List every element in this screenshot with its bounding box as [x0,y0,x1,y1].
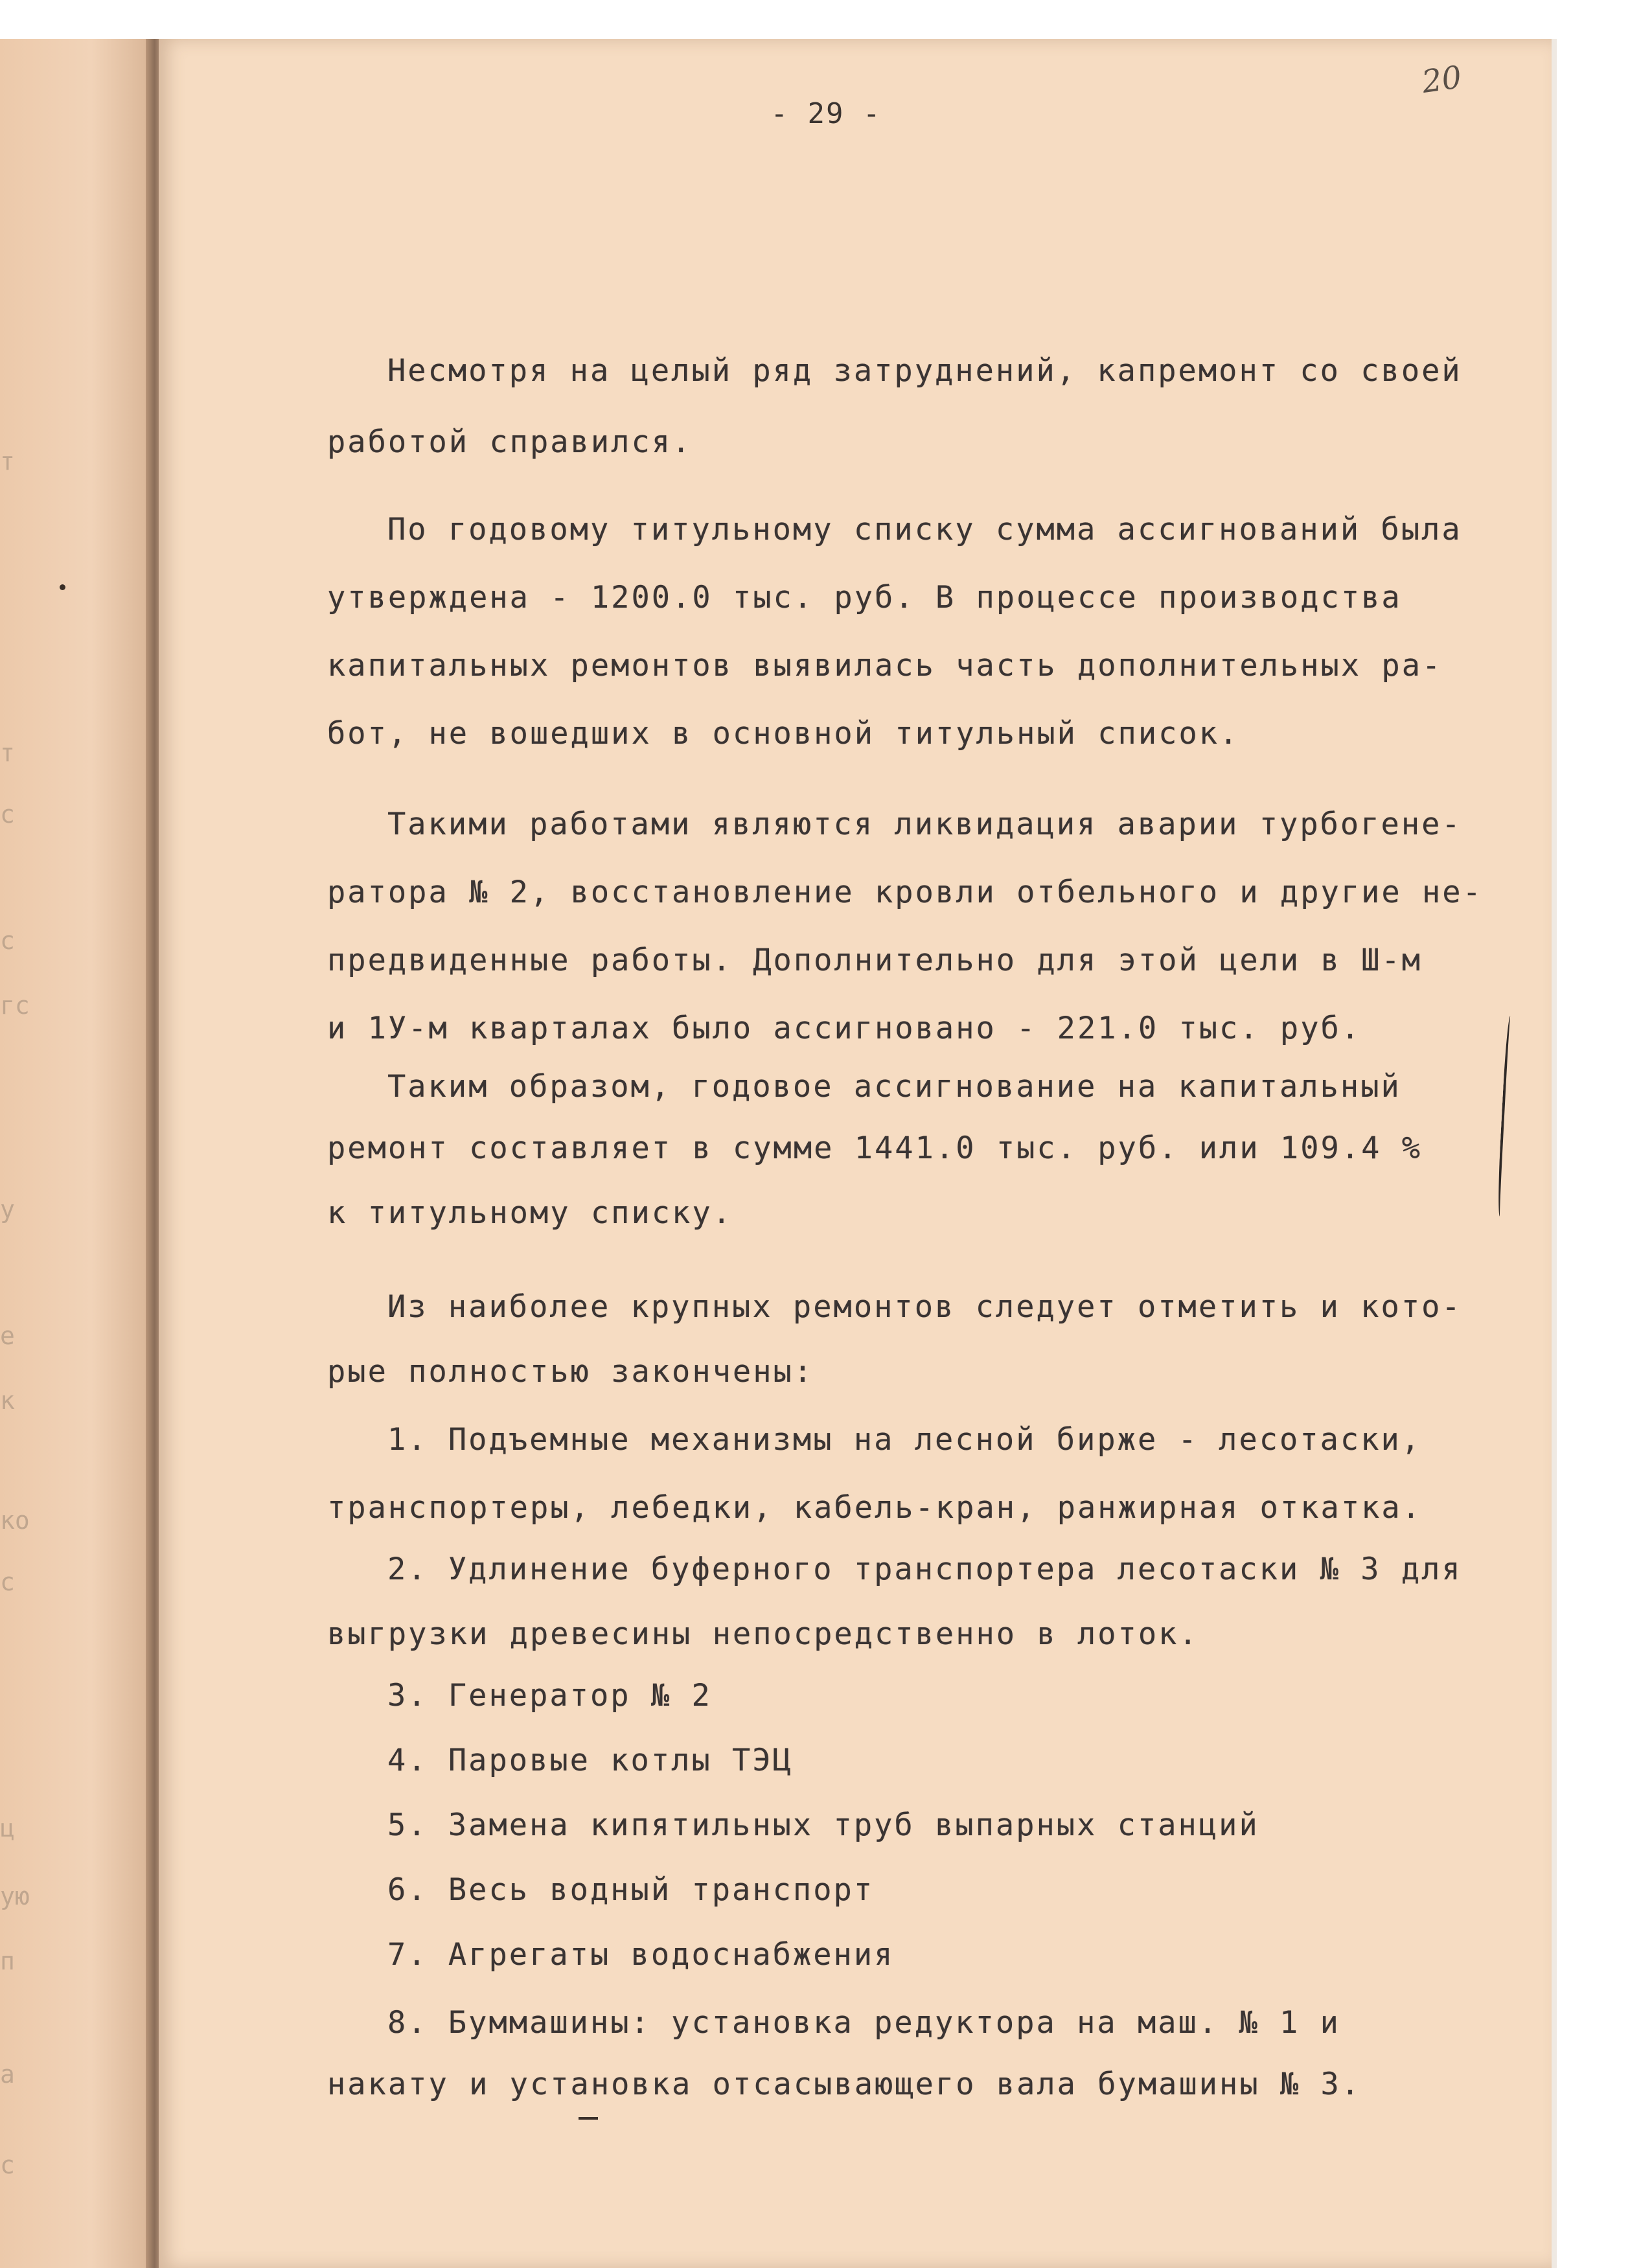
ink-dot [60,584,65,590]
text-line: капитальных ремонтов выявилась часть дополнительных ра- [327,648,1443,683]
text-line: ратора № 2, восстановление кровли отбельного и другие не- [327,875,1483,910]
left-page-edge [0,39,152,2268]
text-line: рые полностью закончены: [327,1354,814,1390]
text-line: и 1У-м кварталах было ассигновано - 221.0 тыс. руб. [327,1011,1362,1046]
list-item: 3. Генератор № 2 [387,1678,712,1713]
bleed-fragment: ую [0,1882,30,1910]
list-item: 1. Подъемные механизмы на лесной бирже - лесотаски, [387,1422,1422,1458]
text-line: к титульному списку. [327,1195,733,1231]
bleed-fragment: гс [0,991,30,1020]
page-number: - 29 - [770,97,882,130]
text-line: Такими работами являются ликвидация аварии турбогене- [387,807,1462,842]
list-item: 5. Замена кипятильных труб выпарных станций [387,1807,1259,1843]
list-item: 8. Буммашины: установка редуктора на маш. № 1 и [387,2005,1340,2041]
bleed-fragment: к [0,1386,15,1415]
bleed-fragment: с [0,800,15,829]
text-line: бот, не вошедших в основной титульный список. [327,716,1240,751]
text-line: По годовому титульному списку сумма ассигнований была [387,512,1462,547]
list-item: 2. Удлинение буферного транспортера лесотаски № 3 для [387,1552,1462,1587]
text-line: работой справился. [327,424,693,460]
bleed-fragment: е [0,1322,15,1350]
bleed-fragment: с [0,926,15,955]
pencil-tick [579,2117,598,2120]
text-line: Таким образом, годовое ассигнование на капитальный [387,1069,1401,1105]
list-item: накату и установка отсасывающего вала бумашины № 3. [327,2067,1362,2102]
bleed-fragment: п [0,1947,15,1975]
text-line: Из наиболее крупных ремонтов следует отметить и кото- [387,1289,1462,1325]
text-line: предвиденные работы. Дополнительно для этой цели в Ш-м [327,943,1423,978]
bleed-fragment: с [0,1568,15,1596]
text-line: Несмотря на целый ряд затруднений, капремонт со своей [387,353,1462,389]
list-item: 6. Весь водный транспорт [387,1872,875,1908]
text-line: утверждена - 1200.0 тыс. руб. В процессе производства [327,580,1402,615]
bleed-fragment: т [0,739,15,767]
text-line: ремонт составляет в сумме 1441.0 тыс. руб. или 109.4 % [327,1130,1423,1166]
handwritten-folio-number: 20 [1419,59,1464,100]
page-edge [1552,39,1557,2268]
bleed-fragment: у [0,1195,15,1224]
list-item: 7. Агрегаты водоснабжения [387,1937,895,1973]
bleed-fragment: ко [0,1506,30,1535]
list-item: 4. Паровые котлы ТЭЦ [387,1743,793,1778]
bleed-fragment: т [0,447,15,475]
bleed-fragment: с [0,2151,15,2179]
bleed-fragment: а [0,2060,15,2089]
list-item: транспортеры, лебедки, кабель-кран, ранжирная откатка. [327,1490,1423,1526]
bleed-fragment: ц [0,1814,15,1842]
list-item: выгрузки древесины непосредственно в лоток. [327,1616,1199,1652]
